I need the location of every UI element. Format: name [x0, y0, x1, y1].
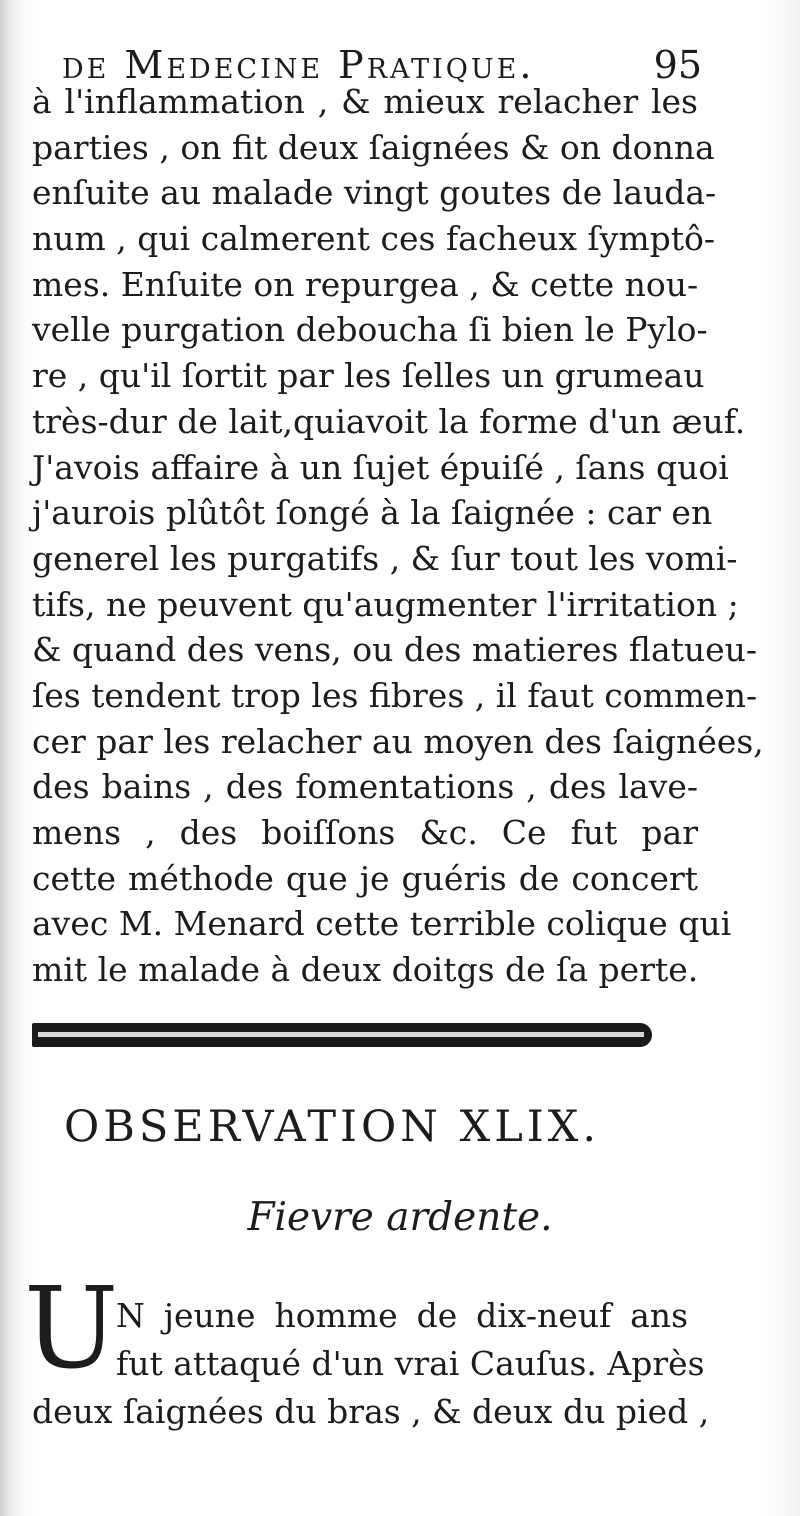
text-line: ſes tendent trop les fibres , il faut commen-	[32, 675, 758, 715]
text-line: cer par les relacher au moyen des ſaignées,	[32, 721, 764, 761]
text-line: & quand des vens, ou des matieres flatueu-	[32, 630, 758, 670]
text-line: mit le malade à deux doitgs de ſa perte.	[32, 950, 699, 990]
text-line: enſuite au malade vingt goutes de lauda-	[32, 173, 717, 213]
text-line: re , qu'il ſortit par les ſelles un grumeau	[32, 356, 705, 396]
text-line: J'avois affaire à un ſujet épuiſé , ſans quoi	[32, 447, 729, 487]
main-text-block	[32, 79, 764, 993]
text-line: tifs, ne peuvent qu'augmenter l'irritation ;	[32, 584, 739, 624]
running-title: de Medecine Pratique.	[62, 43, 535, 87]
text-line: cette méthode que je guéris de concert	[32, 858, 698, 898]
text-line: des bains , des fomentations , des lave-	[32, 767, 698, 807]
text-line: avec M. Menard cette terrible colique qui	[32, 904, 732, 944]
text-line: deux ſaignées du bras , & deux du pied ,	[32, 1392, 710, 1431]
observation-text-block	[116, 1292, 705, 1388]
text-line: à l'inflammation , & mieux relacher les	[32, 82, 698, 121]
text-line: velle purgation deboucha ſi bien le Pylo-	[32, 310, 708, 350]
drop-cap: U	[24, 1264, 119, 1394]
text-line: mens , des boiſſons &c. Ce fut par	[32, 813, 698, 852]
text-line: j'aurois plûtôt ſongé à la ſaignée : car en	[32, 493, 713, 533]
text-line: N jeune homme de dix-neuf ans	[116, 1296, 688, 1335]
text-line: generel les purgatifs , & ſur tout les vomi-	[32, 538, 738, 578]
divider-inner-line	[38, 1032, 644, 1037]
text-line: parties , on fit deux ſaignées & on donna	[32, 127, 715, 167]
page-number: 95	[653, 43, 702, 87]
section-divider-rule	[32, 1017, 652, 1054]
text-line: très-dur de lait,quiavoit la forme d'un æuf.	[32, 401, 746, 441]
text-line: fut attaqué d'un vrai Cauſus. Après	[116, 1344, 705, 1383]
text-line: num , qui calmerent ces facheux ſymptô-	[32, 219, 716, 259]
observation-subtitle: Fievre ardente.	[247, 1195, 553, 1240]
observation-text-continuation	[32, 1388, 710, 1436]
observation-heading: OBSERVATION XLIX.	[64, 1102, 601, 1152]
text-line: mes. Enſuite on repurgea , & cette nou-	[32, 264, 699, 304]
